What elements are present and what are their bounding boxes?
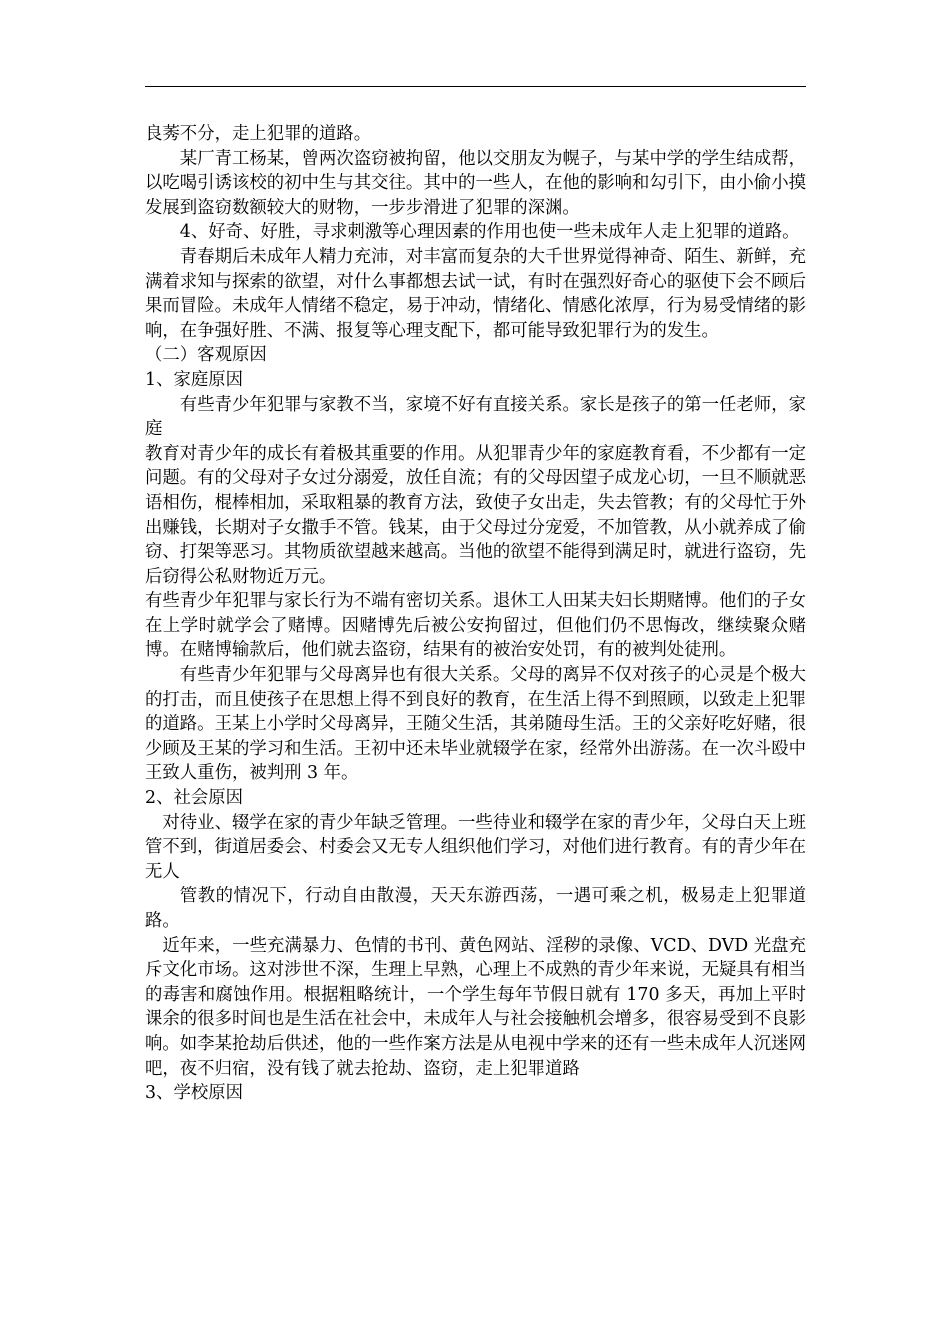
header-rule — [145, 86, 806, 87]
paragraph: 教育对青少年的成长有着极其重要的作用。从犯罪青少年的家庭教育看，不少都有一定问题。有的父母对子女过分溺爱，放任自流；有的父母因望子成龙心切，一旦不顺就恶语相伤，棍棒相加，采取粗暴的教育方法，致使子女出走，失去管教；有的父母忙于外出赚钱，长期对子女撒手不管。钱某，由于父母过分宠爱，不加管教，从小就养成了偷窃、打架等恶习。其物质欲望越来越高。当他的欲望不能得到满足时，就进行盗窃，先后窃得公私财物近万元。 — [145, 443, 806, 587]
paragraph: 某厂青工杨某，曾两次盗窃被拘留，他以交朋友为幌子，与某中学的学生结成帮，以吃喝引诱该校的初中生与其交往。其中的一些人，在他的影响和勾引下，由小偷小摸发展到盗窃数额较大的财物，一步步滑进了犯罪的深渊。 — [145, 148, 806, 218]
document-body — [145, 122, 806, 1106]
paragraph: 有些青少年犯罪与父母离异也有很大关系。父母的离异不仅对孩子的心灵是个极大的打击，而且使孩子在思想上得不到良好的教育，在生活上得不到照顾，以致走上犯罪的道路。王某上小学时父母离异，王随父生活，其弟随母生活。王的父亲好吃好赌，很少顾及王某的学习和生活。王初中还未毕业就辍学在家，经常外出游荡。在一次斗殴中王致人重伤，被判刑 3 年。 — [145, 665, 806, 784]
paragraph: 良莠不分，走上犯罪的道路。 — [145, 124, 372, 144]
paragraph: 管不到，街道居委会、村委会又无专人组织他们学习，对他们进行教育。有的青少年在无人 — [145, 837, 806, 882]
paragraph: 有些青少年犯罪与家教不当，家境不好有直接关系。家长是孩子的第一任老师，家庭 — [145, 394, 806, 440]
paragraph: 管教的情况下，行动自由散漫，天天东游西荡，一遇可乘之机，极易走上犯罪道路。 — [145, 886, 806, 931]
section-heading: 1、家庭原因 — [145, 369, 244, 390]
paragraph: 近年来，一些充满暴力、色情的书刊、黄色网站、淫秽的录像、VCD、DVD 光盘充斥文化市场。这对涉世不深，生理上早熟，心理上不成熟的青少年来说，无疑具有相当的毒害和腐蚀作用。根据粗略统计，一个学生每年节假日就有 170 多天，再加上平时课余的很多时间也是生活在社会中，未成年人与社会接触机会增多，很容易受到不良影响。如李某抢劫后供述，他的一些作案方法是从电视中学来的还有一些未成年人沉迷网吧，夜不归宿，没有钱了就去抢劫、盗窃，走上犯罪道路 — [145, 935, 806, 1079]
paragraph: 青春期后未成年人精力充沛，对丰富而复杂的大千世界觉得神奇、陌生、新鲜，充满着求知与探索的欲望，对什么事都想去试一试，有时在强烈好奇心的驱使下会不顾后果而冒险。未成年人情绪不稳定，易于冲动，情绪化、情感化浓厚，行为易受情绪的影响，在争强好胜、不满、报复等心理支配下，都可能导致犯罪行为的发生。 — [145, 246, 806, 341]
section-heading: （二）客观原因 — [145, 345, 267, 366]
paragraph: 对待业、辍学在家的青少年缺乏管理。一些待业和辍学在家的青少年，父母白天上班 — [162, 812, 806, 833]
paragraph: 有些青少年犯罪与家长行为不端有密切关系。退休工人田某夫妇长期赌博。他们的子女在上学时就学会了赌博。因赌博先后被公安拘留过，但他们仍不思悔改，继续聚众赌博。在赌博输款后，他们就去盗窃，结果有的被治安处罚，有的被判处徒刑。 — [145, 591, 806, 661]
section-heading: 3、学校原因 — [145, 1083, 244, 1104]
section-heading: 2、社会原因 — [145, 788, 244, 809]
section-heading: 4、好奇、好胜，寻求刺激等心理因素的作用也使一些未成年人走上犯罪的道路。 — [179, 222, 800, 243]
